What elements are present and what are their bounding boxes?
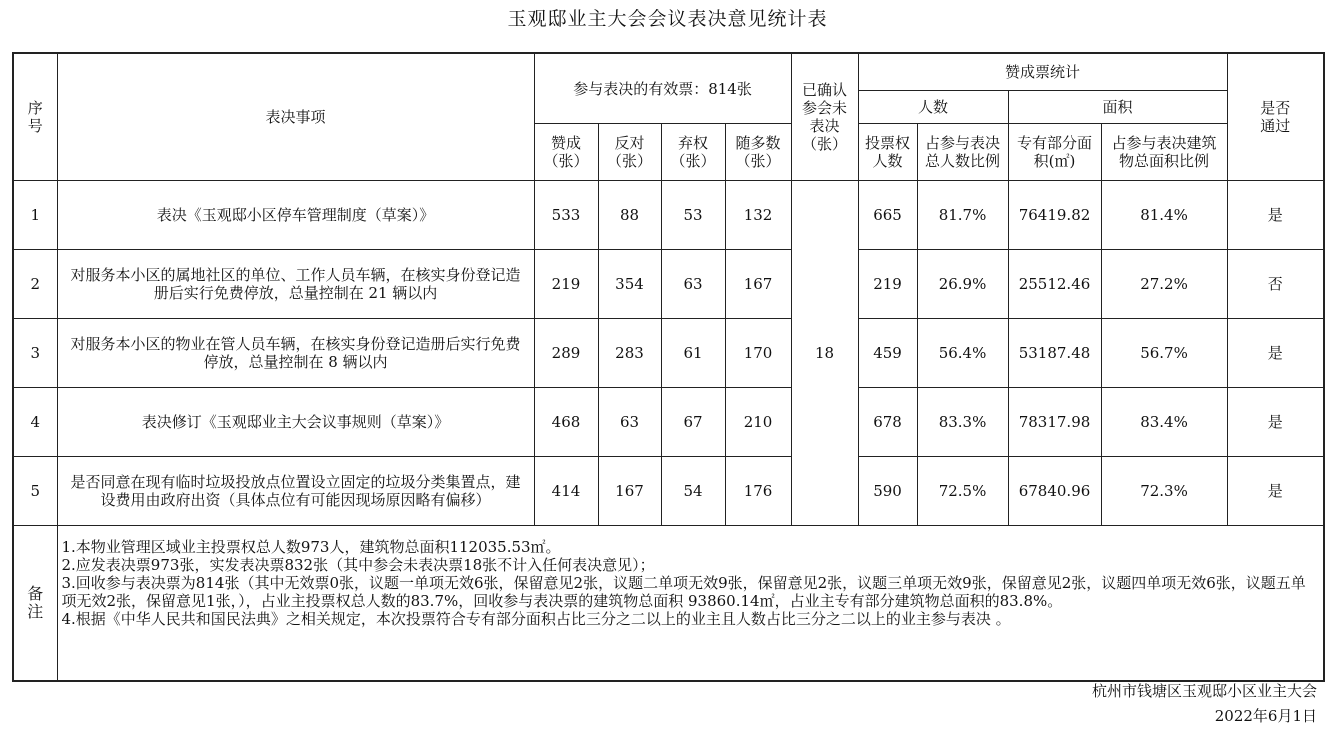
header-valid-votes: 参与表决的有效票：814张 — [534, 53, 791, 124]
cell-abstain: 61 — [661, 319, 725, 388]
page-title: 玉观邸业主大会会议表决意见统计表 — [507, 8, 828, 30]
cell-abstain: 54 — [661, 457, 725, 526]
cell-follow: 170 — [725, 319, 791, 388]
table-row — [13, 319, 1324, 388]
cell-area-ratio: 56.7% — [1101, 319, 1227, 388]
header-abstain: 弃权 （张） — [661, 124, 725, 181]
cell-matter: 表决《玉观邸小区停车管理制度（草案）》 — [57, 181, 534, 250]
header-area-ratio: 占参与表决建筑 物总面积比例 — [1101, 124, 1227, 181]
note-item: 2.应发表决票973张，实发表决票832张（其中参会未表决票18张不计入任何表决意见）； — [61, 556, 655, 574]
cell-confirmed-not-voted: 18 — [791, 181, 858, 526]
header-confirmed-not-voted: 已确认 参会未 表决 （张） — [791, 53, 858, 181]
cell-seq: 1 — [13, 181, 57, 250]
cell-area-ratio: 83.4% — [1101, 388, 1227, 457]
cell-people-ratio: 26.9% — [917, 250, 1008, 319]
cell-seq: 2 — [13, 250, 57, 319]
table-row — [13, 388, 1324, 457]
cell-own-area: 76419.82 — [1008, 181, 1101, 250]
cell-area-ratio: 27.2% — [1101, 250, 1227, 319]
cell-voters: 678 — [858, 388, 917, 457]
table-row — [13, 181, 1324, 250]
header-agree: 赞成 （张） — [534, 124, 598, 181]
cell-people-ratio: 81.7% — [917, 181, 1008, 250]
header-own-area: 专有部分面 积(㎡) — [1008, 124, 1101, 181]
cell-area-ratio: 72.3% — [1101, 457, 1227, 526]
header-people-ratio: 占参与表决 总人数比例 — [917, 124, 1008, 181]
cell-oppose: 283 — [598, 319, 661, 388]
cell-voters: 459 — [858, 319, 917, 388]
cell-passed: 是 — [1227, 388, 1324, 457]
header-follow-majority: 随多数 （张） — [725, 124, 791, 181]
cell-seq: 3 — [13, 319, 57, 388]
cell-people-ratio: 72.5% — [917, 457, 1008, 526]
cell-abstain: 67 — [661, 388, 725, 457]
cell-people-ratio: 56.4% — [917, 319, 1008, 388]
cell-passed: 是 — [1227, 319, 1324, 388]
table-row — [13, 250, 1324, 319]
note-item: 4.根据《中华人民共和国民法典》之相关规定，本次投票符合专有部分面积占比三分之二以上的业主且人数占比三分之二以上的业主参与表决 。 — [61, 610, 1011, 628]
cell-passed: 是 — [1227, 181, 1324, 250]
header-voters: 投票权 人数 — [858, 124, 917, 181]
notes-label: 备 注 — [13, 526, 57, 682]
cell-people-ratio: 83.3% — [917, 388, 1008, 457]
cell-voters: 590 — [858, 457, 917, 526]
cell-voters: 665 — [858, 181, 917, 250]
header-passed: 是否 通过 — [1227, 53, 1324, 181]
cell-matter: 表决修订《玉观邸业主大会议事规则（草案）》 — [57, 388, 534, 457]
cell-oppose: 354 — [598, 250, 661, 319]
header-oppose: 反对 （张） — [598, 124, 661, 181]
cell-oppose: 167 — [598, 457, 661, 526]
cell-seq: 4 — [13, 388, 57, 457]
table-row — [13, 457, 1324, 526]
cell-abstain: 53 — [661, 181, 725, 250]
cell-matter: 是否同意在现有临时垃圾投放点位置设立固定的垃圾分类集置点，建设费用由政府出资（具体点位有可能因现场原因略有偏移） — [57, 457, 534, 526]
cell-follow: 176 — [725, 457, 791, 526]
organization-signature: 杭州市钱塘区玉观邸小区业主大会 — [1091, 682, 1317, 700]
cell-follow: 210 — [725, 388, 791, 457]
cell-own-area: 78317.98 — [1008, 388, 1101, 457]
cell-own-area: 67840.96 — [1008, 457, 1101, 526]
note-item: 1.本物业管理区域业主投票权总人数973人，建筑物总面积112035.53㎡。 — [61, 538, 561, 556]
header-seq: 序 号 — [13, 53, 57, 181]
cell-agree: 533 — [534, 181, 598, 250]
cell-matter: 对服务本小区的物业在管人员车辆，在核实身份登记造册后实行免费停放，总量控制在 8 辆以内 — [57, 319, 534, 388]
cell-oppose: 88 — [598, 181, 661, 250]
cell-seq: 5 — [13, 457, 57, 526]
cell-follow: 132 — [725, 181, 791, 250]
cell-passed: 否 — [1227, 250, 1324, 319]
note-item: 3.回收参与表决票为814张（其中无效票0张，议题一单项无效6张，保留意见2张，议题二单项无效9张，保留意见2张，议题三单项无效9张，保留意见2张，议题四单项无效6张，议题五单项无效2张，保留意见1张，），占业主投票权总人数的83.7%，回收参与表决票的建筑物总面积 93860.14㎡，占业主专有部分建筑物总面积的83.8%。 — [61, 574, 1306, 610]
cell-passed: 是 — [1227, 457, 1324, 526]
notes-row — [13, 526, 1324, 682]
header-people: 人数 — [858, 91, 1008, 124]
cell-agree: 468 — [534, 388, 598, 457]
cell-agree: 414 — [534, 457, 598, 526]
header-matter: 表决事项 — [57, 53, 534, 181]
vote-statistics-table — [12, 52, 1325, 682]
notes-content — [57, 526, 1324, 682]
cell-follow: 167 — [725, 250, 791, 319]
document-date: 2022年6月1日 — [1214, 707, 1317, 725]
header-area: 面积 — [1008, 91, 1227, 124]
cell-agree: 289 — [534, 319, 598, 388]
cell-own-area: 53187.48 — [1008, 319, 1101, 388]
header-agree-stats: 赞成票统计 — [858, 53, 1227, 91]
cell-matter: 对服务本小区的属地社区的单位、工作人员车辆，在核实身份登记造册后实行免费停放，总量控制在 21 辆以内 — [57, 250, 534, 319]
cell-own-area: 25512.46 — [1008, 250, 1101, 319]
cell-area-ratio: 81.4% — [1101, 181, 1227, 250]
cell-agree: 219 — [534, 250, 598, 319]
cell-voters: 219 — [858, 250, 917, 319]
cell-abstain: 63 — [661, 250, 725, 319]
cell-oppose: 63 — [598, 388, 661, 457]
